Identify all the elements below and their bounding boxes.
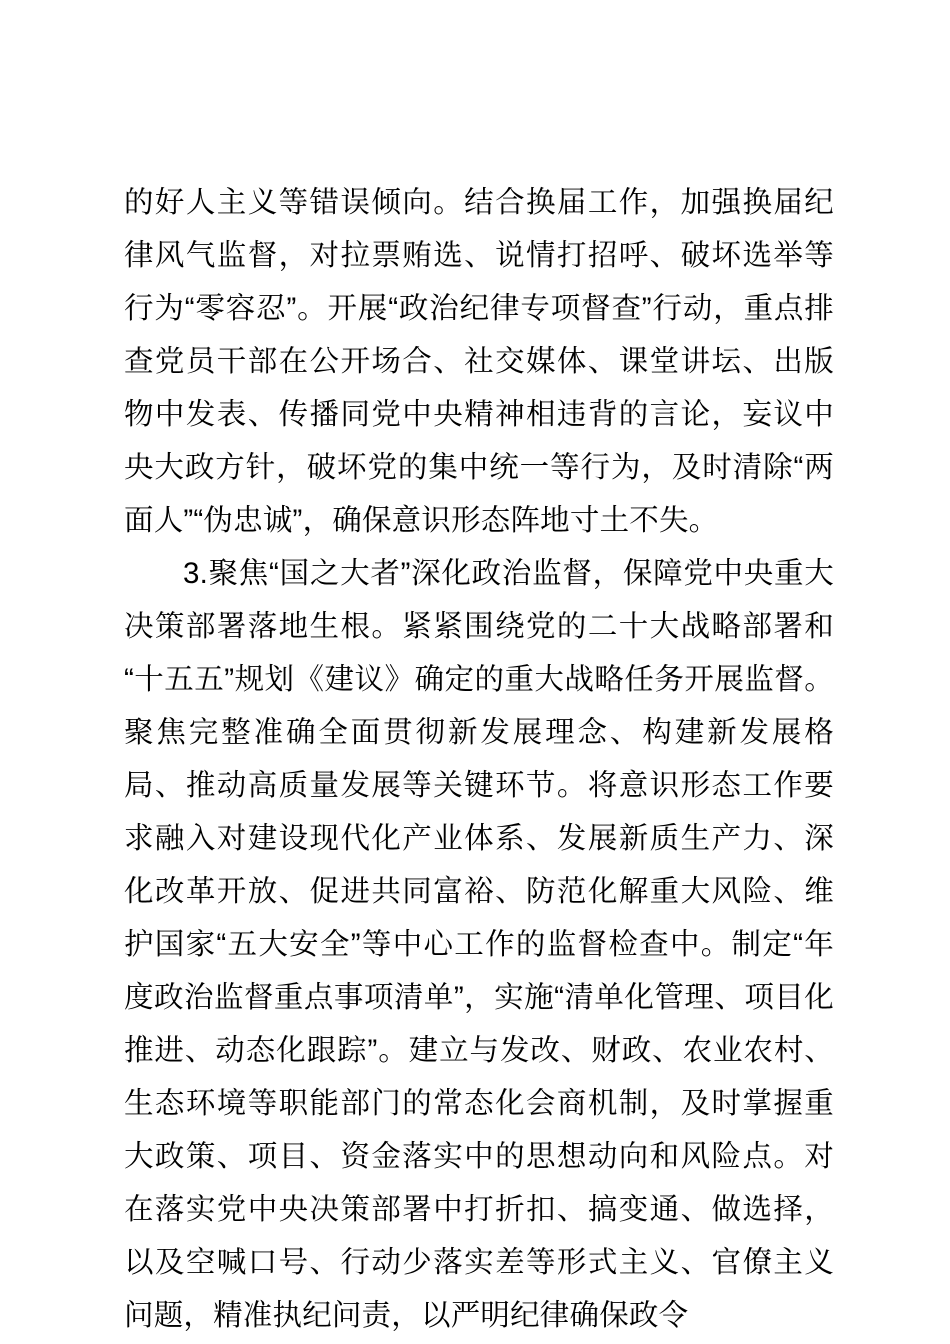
document-body: [124, 176, 834, 1342]
paragraph-continuation: 的好人主义等错误倾向。结合换届工作，加强换届纪律风气监督，对拉票贿选、说情打招呼、破坏选举等行为“零容忍”。开展“政治纪律专项督查”行动，重点排查党员干部在公开场合、社交媒体、课堂讲坛、出版物中发表、传播同党中央精神相违背的言论，妄议中央大政方针，破坏党的集中统一等行为，及时清除“两面人”“伪忠诚”，确保意识形态阵地寸土不失。: [124, 186, 834, 537]
paragraph-item-3: 3.聚焦“国之大者”深化政治监督，保障党中央重大决策部署落地生根。紧紧围绕党的二十大战略部署和“十五五”规划《建议》确定的重大战略任务开展监督。聚焦完整准确全面贯彻新发展理念、构建新发展格局、推动高质量发展等关键环节。将意识形态工作要求融入对建设现代化产业体系、发展新质生产力、深化改革开放、促进共同富裕、防范化解重大风险、维护国家“五大安全”等中心工作的监督检查中。制定“年度政治监督重点事项清单”，实施“清单化管理、项目化推进、动态化跟踪”。建立与发改、财政、农业农村、生态环境等职能部门的常态化会商机制，及时掌握重大政策、项目、资金落实中的思想动向和风险点。对在落实党中央决策部署中打折扣、搞变通、做选择，以及空喊口号、行动少落实差等形式主义、官僚主义问题，精准执纪问责，以严明纪律确保政令: [124, 557, 834, 1332]
